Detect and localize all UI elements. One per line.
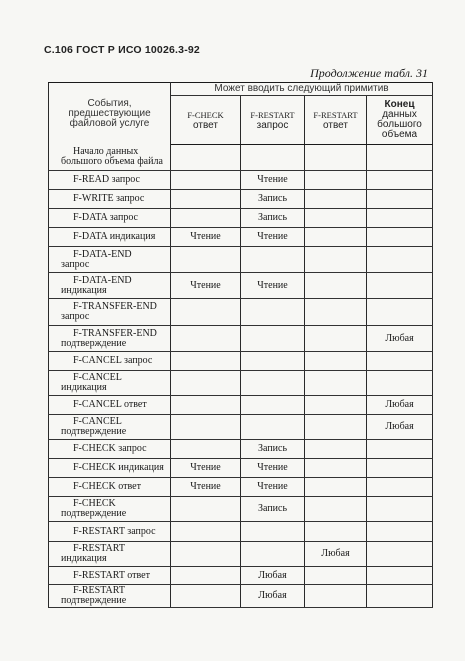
- value-cell: Чтение: [241, 478, 305, 497]
- event-cell: [49, 459, 171, 478]
- table-row: [49, 415, 433, 440]
- value-cell: [305, 415, 367, 440]
- table-continuation-caption: Продолжение табл. 31: [310, 66, 428, 80]
- event-label-line: F-RESTART запрос: [73, 525, 156, 537]
- event-cell: [49, 542, 171, 567]
- table-row: [49, 585, 433, 608]
- value-cell: Чтение: [241, 228, 305, 247]
- value-cell: Запись: [241, 440, 305, 459]
- value-cell: Любая: [367, 396, 433, 415]
- event-label-line: F-DATA-END: [73, 274, 132, 286]
- value-cell: [367, 567, 433, 585]
- value-cell: Чтение: [241, 459, 305, 478]
- table-row: [49, 145, 433, 171]
- table-row: [49, 326, 433, 352]
- event-label-line: F-DATA-END: [73, 248, 132, 260]
- event-label-line: запрос: [61, 258, 90, 270]
- value-cell: [305, 396, 367, 415]
- value-cell: [171, 585, 241, 608]
- event-label-line: F-DATA запрос: [73, 212, 138, 223]
- table-row: [49, 567, 433, 585]
- event-cell: [49, 247, 171, 273]
- value-cell: [241, 352, 305, 371]
- value-cell: [171, 171, 241, 190]
- table-row: [49, 352, 433, 371]
- value-cell: [367, 228, 433, 247]
- event-label-line: подтверждение: [61, 595, 127, 606]
- table-row: [49, 371, 433, 396]
- event-cell: [49, 396, 171, 415]
- event-cell: [49, 497, 171, 522]
- event-cell: [49, 371, 171, 396]
- value-cell: [367, 299, 433, 326]
- event-cell: [49, 567, 171, 585]
- value-cell: [241, 299, 305, 326]
- value-cell: [367, 352, 433, 371]
- value-cell: [171, 209, 241, 228]
- table-row: [49, 171, 433, 190]
- value-cell: [305, 273, 367, 299]
- col-header-f-check-response: F-CHECK ответ: [171, 96, 241, 145]
- event-cell: [49, 273, 171, 299]
- value-cell: [305, 459, 367, 478]
- event-label-line: F-CANCEL: [73, 416, 122, 427]
- value-cell: [367, 190, 433, 209]
- value-cell: [367, 273, 433, 299]
- table-row: [49, 542, 433, 567]
- value-cell: [367, 585, 433, 608]
- event-column-header: События, предшествующие файловой услуге: [49, 83, 171, 145]
- value-cell: [367, 209, 433, 228]
- event-label-line: подтверждение: [61, 426, 127, 437]
- event-cell: [49, 440, 171, 459]
- event-cell: [49, 171, 171, 190]
- event-label-line: подтверждение: [61, 337, 127, 349]
- event-label-line: F-CHECK индикация: [73, 462, 164, 473]
- value-cell: [367, 145, 433, 171]
- event-cell: [49, 415, 171, 440]
- event-cell: [49, 478, 171, 497]
- value-cell: Чтение: [171, 459, 241, 478]
- value-cell: Любая: [367, 326, 433, 352]
- event-label-line: F-CANCEL запрос: [73, 355, 153, 366]
- value-cell: [305, 497, 367, 522]
- value-cell: [241, 415, 305, 440]
- value-cell: [171, 299, 241, 326]
- value-cell: Чтение: [241, 273, 305, 299]
- value-cell: [171, 371, 241, 396]
- table-row: [49, 190, 433, 209]
- value-cell: [171, 415, 241, 440]
- event-cell: [49, 190, 171, 209]
- value-cell: [305, 171, 367, 190]
- event-label-line: F-CANCEL: [73, 372, 122, 383]
- table-row: [49, 497, 433, 522]
- table-row: [49, 440, 433, 459]
- table-row: [49, 478, 433, 497]
- value-cell: [305, 326, 367, 352]
- value-cell: [171, 567, 241, 585]
- group-header: Может вводить следующий примитив: [171, 83, 433, 96]
- table-row: [49, 396, 433, 415]
- value-cell: [305, 190, 367, 209]
- value-cell: [305, 352, 367, 371]
- event-cell: [49, 299, 171, 326]
- value-cell: [171, 497, 241, 522]
- table-row: [49, 522, 433, 542]
- value-cell: [241, 326, 305, 352]
- event-cell: [49, 228, 171, 247]
- value-cell: Любая: [367, 415, 433, 440]
- value-cell: [305, 371, 367, 396]
- value-cell: [367, 478, 433, 497]
- value-cell: [367, 371, 433, 396]
- event-label-line: подтверждение: [61, 508, 127, 519]
- value-cell: [171, 326, 241, 352]
- event-label-line: F-DATA индикация: [73, 231, 156, 242]
- value-cell: [305, 145, 367, 171]
- value-cell: [305, 567, 367, 585]
- table-row: [49, 459, 433, 478]
- value-cell: [367, 171, 433, 190]
- value-cell: [305, 522, 367, 542]
- value-cell: [171, 542, 241, 567]
- col-header-f-restart-request: F-RESTART запрос: [241, 96, 305, 145]
- value-cell: [171, 145, 241, 171]
- table-row: [49, 299, 433, 326]
- event-label-line: F-READ запрос: [73, 174, 140, 185]
- value-cell: [171, 352, 241, 371]
- primitives-table: [48, 82, 433, 608]
- event-label-line: F-RESTART ответ: [73, 569, 150, 581]
- value-cell: [367, 247, 433, 273]
- event-cell: [49, 522, 171, 542]
- value-cell: [305, 247, 367, 273]
- value-cell: Чтение: [171, 273, 241, 299]
- value-cell: [171, 247, 241, 273]
- value-cell: [367, 542, 433, 567]
- value-cell: [305, 440, 367, 459]
- event-cell: [49, 145, 171, 171]
- table-row: [49, 209, 433, 228]
- value-cell: Запись: [241, 497, 305, 522]
- event-cell: [49, 585, 171, 608]
- value-cell: Любая: [305, 542, 367, 567]
- event-label-line: F-TRANSFER-END: [73, 301, 157, 312]
- value-cell: [367, 459, 433, 478]
- value-cell: [241, 247, 305, 273]
- value-cell: [171, 440, 241, 459]
- event-label-line: F-TRANSFER-END: [73, 327, 157, 339]
- value-cell: [241, 371, 305, 396]
- value-cell: [171, 522, 241, 542]
- event-label-line: F-CANCEL ответ: [73, 399, 147, 410]
- event-label-line: большого объема файла: [61, 156, 163, 168]
- value-cell: [241, 396, 305, 415]
- event-label-line: индикация: [61, 284, 107, 296]
- event-label-line: запрос: [61, 311, 90, 322]
- value-cell: [241, 145, 305, 171]
- document-code: С.106 ГОСТ Р ИСО 10026.3-92: [44, 44, 200, 56]
- event-label-line: индикация: [61, 382, 107, 393]
- event-label-line: Начало данных: [73, 146, 139, 158]
- value-cell: [171, 396, 241, 415]
- event-label-line: индикация: [61, 553, 107, 564]
- value-cell: [305, 478, 367, 497]
- value-cell: Запись: [241, 209, 305, 228]
- value-cell: Чтение: [171, 478, 241, 497]
- event-label-line: F-CHECK ответ: [73, 481, 141, 492]
- value-cell: [241, 522, 305, 542]
- col-header-f-restart-response: F-RESTART ответ: [305, 96, 367, 145]
- value-cell: [305, 228, 367, 247]
- event-cell: [49, 209, 171, 228]
- value-cell: [171, 190, 241, 209]
- table-row: [49, 273, 433, 299]
- value-cell: [305, 585, 367, 608]
- event-label-line: F-RESTART: [73, 543, 125, 554]
- value-cell: Чтение: [171, 228, 241, 247]
- value-cell: [367, 497, 433, 522]
- value-cell: Любая: [241, 567, 305, 585]
- value-cell: [305, 299, 367, 326]
- value-cell: [305, 209, 367, 228]
- table-row: [49, 228, 433, 247]
- value-cell: [367, 522, 433, 542]
- event-cell: [49, 352, 171, 371]
- event-label-line: F-WRITE запрос: [73, 193, 145, 204]
- event-label-line: F-RESTART: [73, 585, 125, 596]
- value-cell: [367, 440, 433, 459]
- value-cell: Чтение: [241, 171, 305, 190]
- table-row: [49, 247, 433, 273]
- event-label-line: F-CHECK: [73, 498, 116, 509]
- value-cell: Любая: [241, 585, 305, 608]
- event-label-line: F-CHECK запрос: [73, 443, 147, 454]
- value-cell: Запись: [241, 190, 305, 209]
- col-header-bulk-data-end: Конец данных большого объема: [367, 96, 433, 145]
- value-cell: [241, 542, 305, 567]
- event-cell: [49, 326, 171, 352]
